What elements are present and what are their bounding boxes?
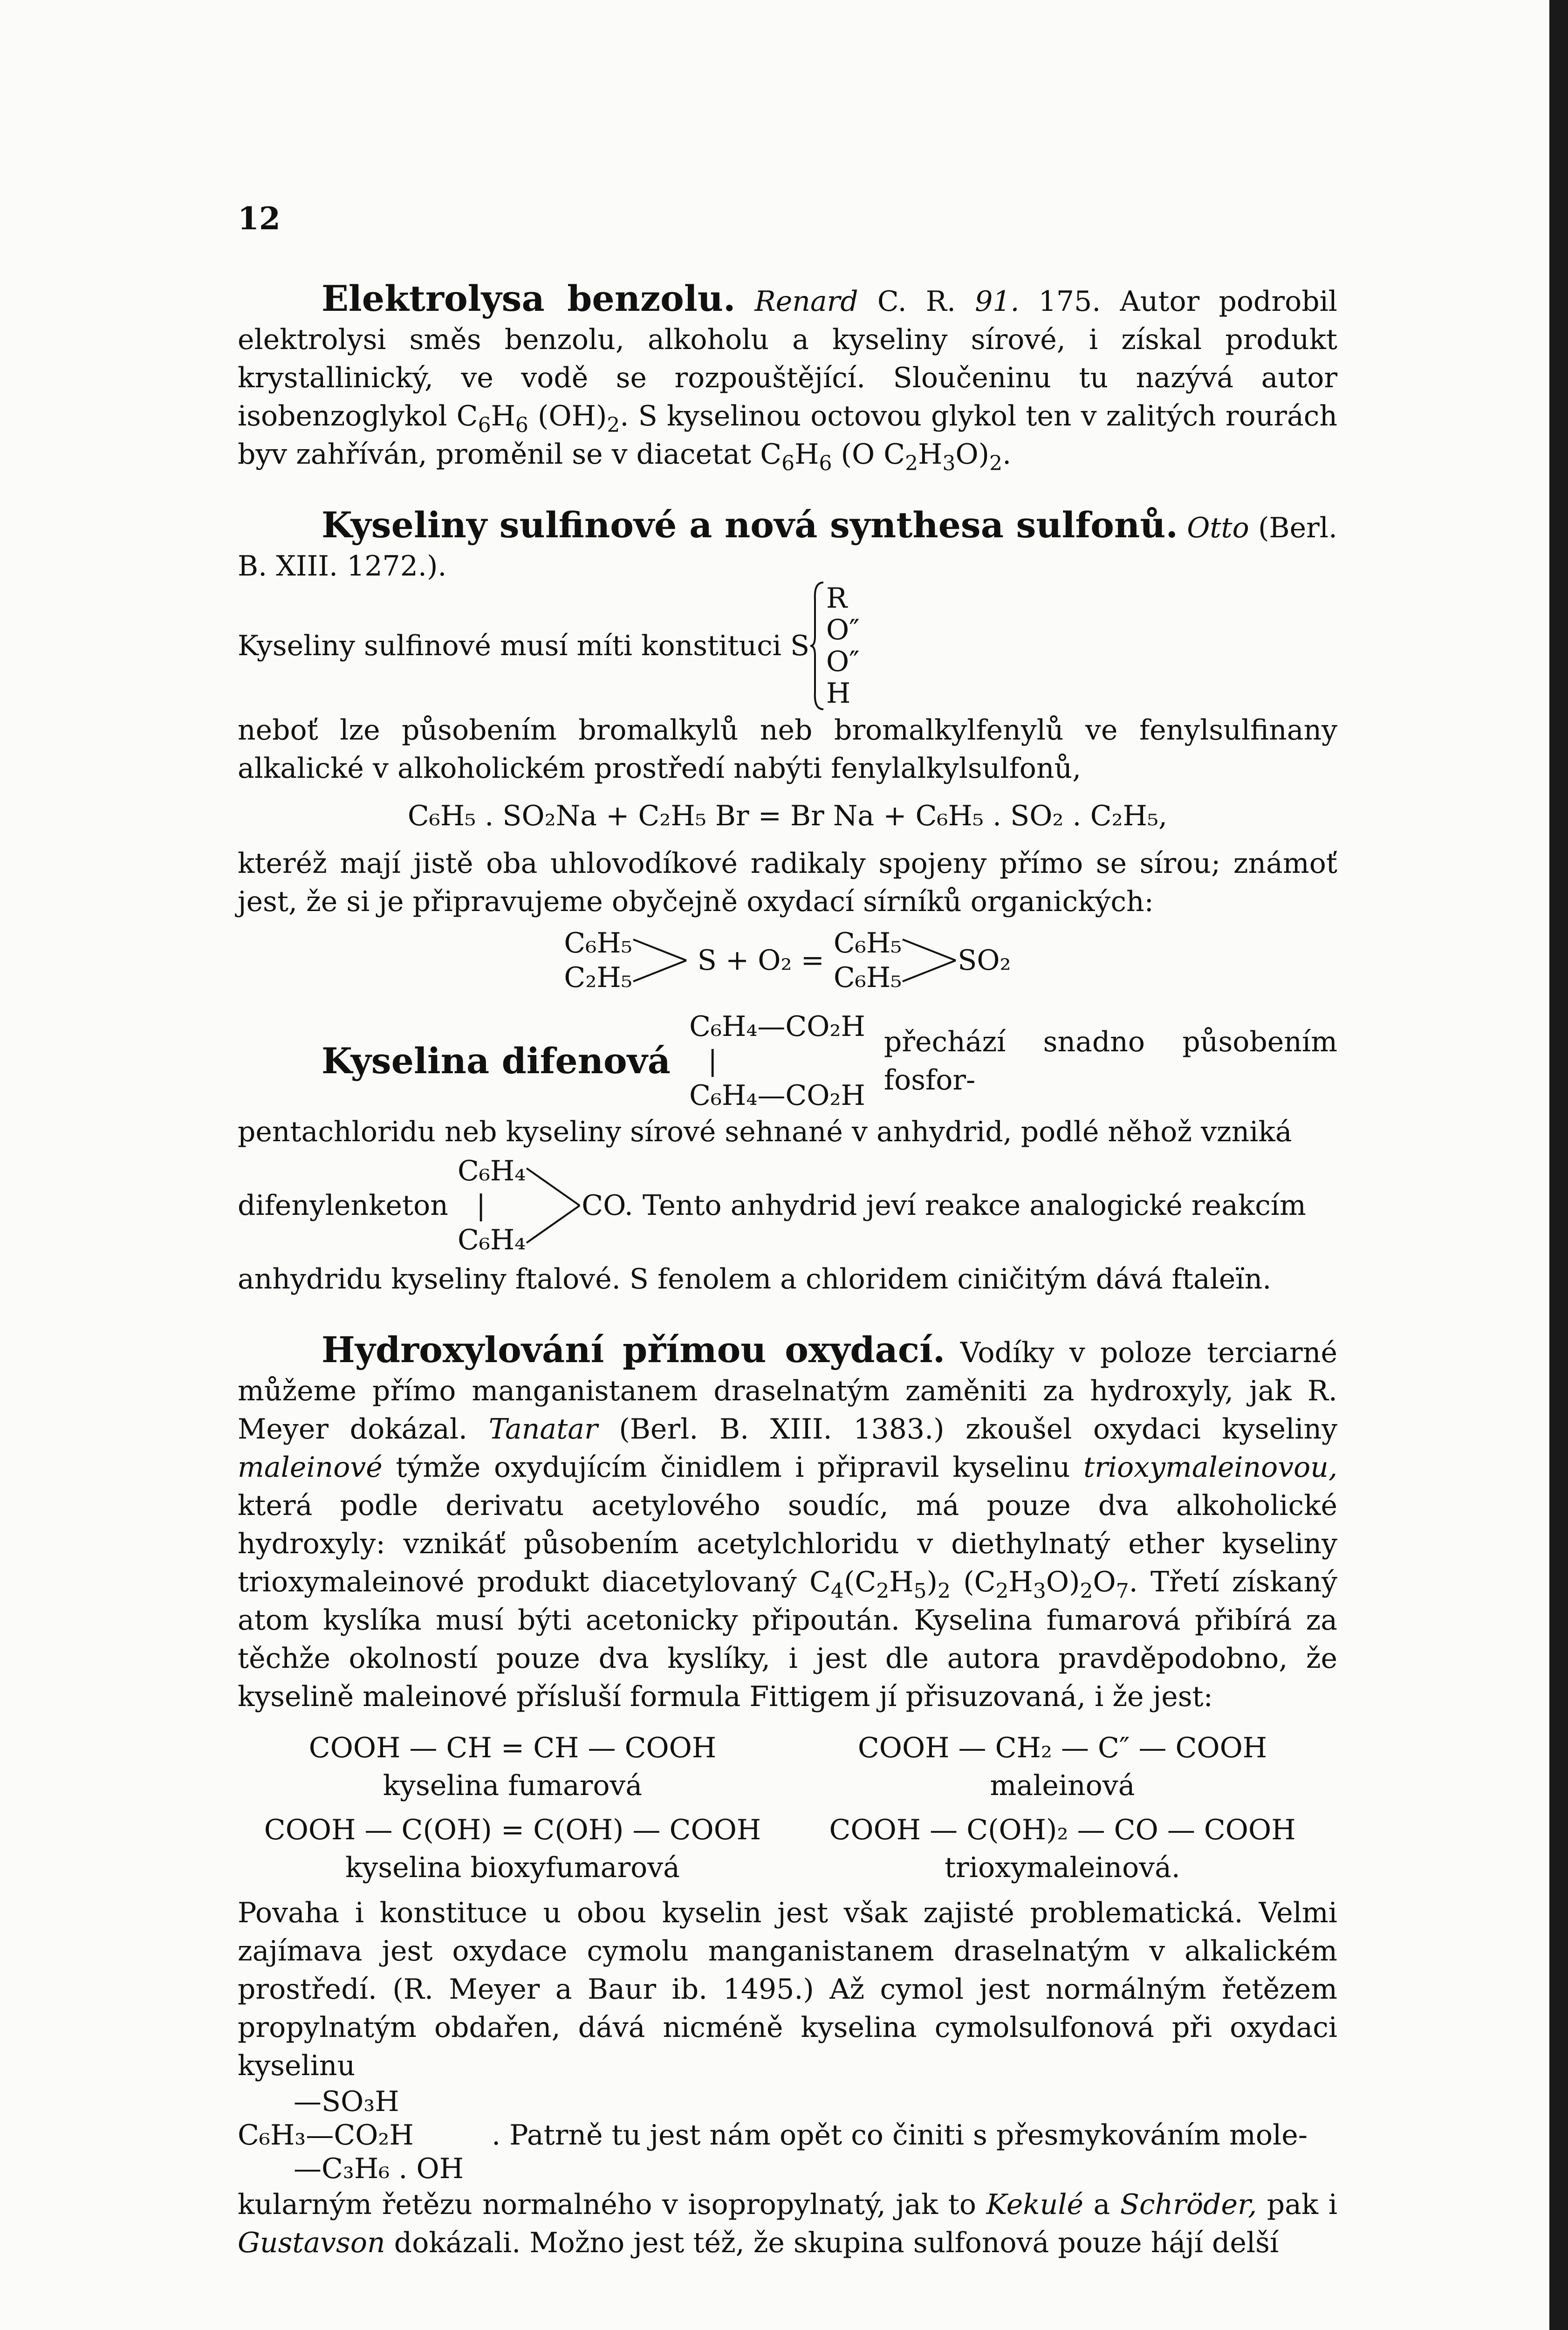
- p1-text4: (O C: [832, 438, 905, 471]
- ref-volume: 91.: [975, 285, 1020, 318]
- p1-text2: (OH): [528, 400, 607, 432]
- paragraph-elektrolysa: Elektrolysa benzolu. Renard C. R. 91. 175. Autor podrobil elektrolysi směs benzolu, alkoholu a kyseliny sírové, i získal produkt krystallinický, ve vodě se rozpouštějící. Sloučeninu tu nazývá autor isobenzoglykol $C_6H_6$ $(OH)_2$. S kyselinou octovou glykol ten v zalitých rourách byv zahříván, proměnil se v diacetat $C_6H_6$ (O $C_2H_3O)_2$.: [238, 278, 1338, 475]
- acid-name: maleinová: [990, 1769, 1135, 1802]
- reaction-middle: S + O₂ =: [697, 944, 824, 977]
- author-schroder: Schröder,: [1120, 2188, 1257, 2221]
- brace-item-4: H: [826, 677, 851, 710]
- p4-text1: Vodíky v poloze terciarné můžeme přímo manganistanem draselnatým zaměniti za hydroxyly, jak R. Meyer dokázal.: [238, 1336, 1337, 1446]
- ketone-row: [238, 1154, 1337, 1257]
- ketone-label: difenylenketon: [238, 1189, 448, 1222]
- bond-lines-icon: [902, 925, 958, 995]
- ketone-group: CO.: [582, 1189, 633, 1222]
- p4-text8: Povaha i konstituce u obou kyselin jest však zajisté problematická. Velmi zajímava jest oxydace cymolu manganistanem draselnatým v alkalickém prostředí. (R. Meyer a Baur ib. 1495.) Až cymol jest normálným řetězem propylnatým obdařen, dává nicméně kyselina cymolsulfonová při oxydaci kyselinu: [238, 1897, 1337, 2082]
- p3-text1-rest: pentachloridu neb kyseliny sírové sehnané v anhydrid, podlé něhož vzniká: [238, 1116, 1292, 1148]
- p2-text1: Kyseliny sulfinové musí míti konstituci S: [238, 630, 810, 662]
- author-renard: Renard: [754, 285, 858, 318]
- acid-formula: COOH — C(OH)₂ — CO — COOH: [829, 1814, 1296, 1846]
- heading-elektrolysa: Elektrolysa benzolu.: [322, 278, 736, 319]
- ketone-bottom: C₆H₄: [457, 1224, 526, 1256]
- text-block: [238, 280, 1337, 2262]
- product-stack: [834, 926, 902, 995]
- acid-formula: COOH — CH₂ — C″ — COOH: [857, 1732, 1267, 1764]
- ketone-bar: |: [476, 1189, 486, 1222]
- ketone-stack: [458, 1154, 526, 1257]
- italic-maleinove: maleinové: [238, 1451, 383, 1484]
- author-gustavson: Gustavson: [238, 2227, 385, 2259]
- p2-text2: neboť lze působením bromalkylů neb bromalkylfenylů ve fenylsulfinany alkalické v alkoholickém prostředí nabýti fenylalkylsulfonů,: [238, 714, 1337, 785]
- acid-name: kyselina bioxyfumarová: [345, 1851, 680, 1884]
- bond-lines-icon: [632, 925, 688, 995]
- p2-text2-block: [238, 711, 1337, 788]
- p4-text7: . Třetí získaný atom kyslíka musí býti acetonicky připoután. Kyselina fumarová přibírá za těchže okolností pouze dva kyslíky, i jest dle autora pravděpodobno, že kyselině maleinové přísluší formula Fittigem jí přisuzovaná, i že jest:: [238, 1566, 1337, 1713]
- p1-text5: O): [955, 438, 990, 471]
- constitution-row: [238, 581, 1337, 711]
- p4-text3: týmže oxydujícím činidlem i připravil kyselinu: [396, 1451, 1070, 1484]
- p4-text2: (Berl. B. XIII. 1383.) zkoušel oxydaci kyseliny: [619, 1413, 1338, 1446]
- difenova-top: C₆H₄—CO₂H: [689, 1010, 865, 1043]
- p3-text1-start: přechází snadno působením fosfor-: [883, 1026, 1337, 1096]
- product-bottom: C₆H₅: [833, 961, 902, 994]
- author-tanatar: Tanatar: [488, 1413, 598, 1446]
- p4-text4: která podle derivatu acetylového soudíc, má pouze dva alkoholické hydroxyly: vznikáť působením acetylchloridu v diethylnatý ether kyseliny trioxymaleinové produkt diacetylovaný C: [238, 1489, 1337, 1598]
- reactant-stack: [564, 926, 632, 995]
- difenova-mid: |: [708, 1045, 718, 1077]
- brace-item-1: R: [826, 582, 848, 615]
- and-word: a: [1093, 2188, 1110, 2221]
- heading-difenova: Kyselina difenová: [322, 1040, 671, 1082]
- p4-text8-block: [238, 1894, 1337, 2085]
- p4-text5: (C: [843, 1566, 876, 1598]
- p4-text11: dokázali. Možno jest též, že skupina sulfonová pouze hájí delší: [394, 2227, 1279, 2259]
- difenova-formula: [689, 1009, 865, 1113]
- left-brace-icon: [809, 581, 826, 711]
- p4-final: [238, 2186, 1337, 2262]
- difenova-row: [238, 1009, 1337, 1113]
- ref-page: 175.: [1038, 285, 1101, 318]
- paragraph-hydroxylovani: Hydroxylování přímou oxydací. Vodíky v poloze terciarné můžeme přímo manganistanem draselnatým zaměniti za hydroxyly, jak R. Meyer dokázal. Tanatar (Berl. B. XIII. 1383.) zkoušel oxydaci kyseliny maleinové týmže oxydujícím činidlem i připravil kyselinu trioxymaleinovou, která podle derivatu acetylového soudíc, má pouze dva alkoholické hydroxyly: vznikáť působením acetylchloridu v diethylnatý ether kyseliny trioxymaleinové produkt diacetylovaný $C_4(C_2H_5)_2$ $(C_2H_3O)_2O_7$. Třetí získaný atom kyslíka musí býti acetonicky připoután. Kyselina fumarová přibírá za těchže okolností pouze dva kyslíky, i jest dle autora pravděpodobno, že kyselině maleinové přísluší formula Fittigem jí přisuzovaná, i že jest:: [238, 1329, 1338, 1713]
- acid-name: kyselina fumarová: [383, 1769, 643, 1802]
- author-kekule: Kekulé: [986, 2188, 1083, 2221]
- p2-text3: kteréž mají jistě oba uhlovodíkové radikaly spojeny přímo se sírou; známoť jest, že si je připravujeme obyčejně oxydací sírníků organických:: [238, 847, 1337, 918]
- acids-formulas: [238, 1730, 1337, 1885]
- reactant-bottom: C₂H₅: [564, 961, 632, 994]
- p4-text6: (C: [963, 1566, 996, 1598]
- ref-otto: (Berl. B. XIII. 1272.).: [238, 512, 1338, 582]
- reaction-product: SO₂: [958, 944, 1011, 977]
- oxidation-reaction: [238, 925, 1337, 995]
- ketone-top: C₆H₄: [457, 1155, 526, 1187]
- acid-name: trioxymaleinová.: [945, 1851, 1180, 1884]
- acid-formula: COOH — CH = CH — COOH: [308, 1732, 717, 1764]
- scan-edge: [1549, 0, 1568, 2330]
- cymol-row: [238, 2085, 1337, 2186]
- author-otto: Otto: [1187, 512, 1249, 544]
- p2-text3-block: [238, 844, 1337, 921]
- paragraph-sulfinove: [238, 506, 1337, 585]
- p1-text1: Autor podrobil elektrolysi směs benzolu, alkoholu a kyseliny sírové, i získal produkt krystallinický, ve vodě se rozpouštějící. Sloučeninu tu nazývá autor isobenzoglykol C: [238, 285, 1337, 432]
- brace-item-2: O″: [826, 614, 860, 646]
- ref-cr: C. R.: [877, 285, 956, 318]
- acid-formula: COOH — C(OH) = C(OH) — COOH: [264, 1814, 761, 1846]
- difenova-bottom: C₆H₄—CO₂H: [689, 1079, 865, 1112]
- p4-text10: pak i: [1267, 2188, 1338, 2221]
- heading-sulfinove: Kyseliny sulfinové a nová synthesa sulfonů.: [322, 504, 1178, 546]
- heading-hydroxylovani: Hydroxylování přímou oxydací.: [322, 1329, 945, 1371]
- p3-text2-start: Tento anhydrid jeví reakce analogické reakcím: [642, 1189, 1306, 1222]
- equation-sulfone: C₆H₅ . SO₂Na + C₂H₅ Br = Br Na + C₆H₅ . SO₂ . C₂H₅,: [407, 800, 1168, 832]
- cymol-formula: [238, 2085, 464, 2186]
- p4-text9-start: . Patrně tu jest nám opět co činiti s přesmykováním mole-: [492, 2119, 1308, 2152]
- p4-text9-rest: kularným řetězu normalného v isopropylnatý, jak to: [238, 2188, 976, 2221]
- cymol-line2: C₆H₃—CO₂H: [238, 2119, 414, 2152]
- page-number: 12: [238, 200, 281, 237]
- brace-item-3: O″: [826, 645, 860, 678]
- cymol-line3: —C₃H₆ . OH: [294, 2152, 464, 2185]
- reactant-top: C₆H₅: [564, 927, 632, 959]
- italic-trioxymaleinovou: trioxymaleinovou,: [1083, 1451, 1338, 1484]
- sulfinic-brace-stack: [826, 582, 860, 709]
- product-top: C₆H₅: [833, 927, 902, 959]
- p1-text3: . S kyselinou octovou glykol ten v zalitých rourách byv zahříván, proměnil se v diacetat C: [238, 400, 1338, 471]
- p3-text2-rest: anhydridu kyseliny ftalové. S fenolem a chloridem ciničitým dává ftaleïn.: [238, 1263, 1272, 1295]
- bond-lines-icon: [526, 1159, 582, 1252]
- cymol-line1: —SO₃H: [294, 2085, 399, 2118]
